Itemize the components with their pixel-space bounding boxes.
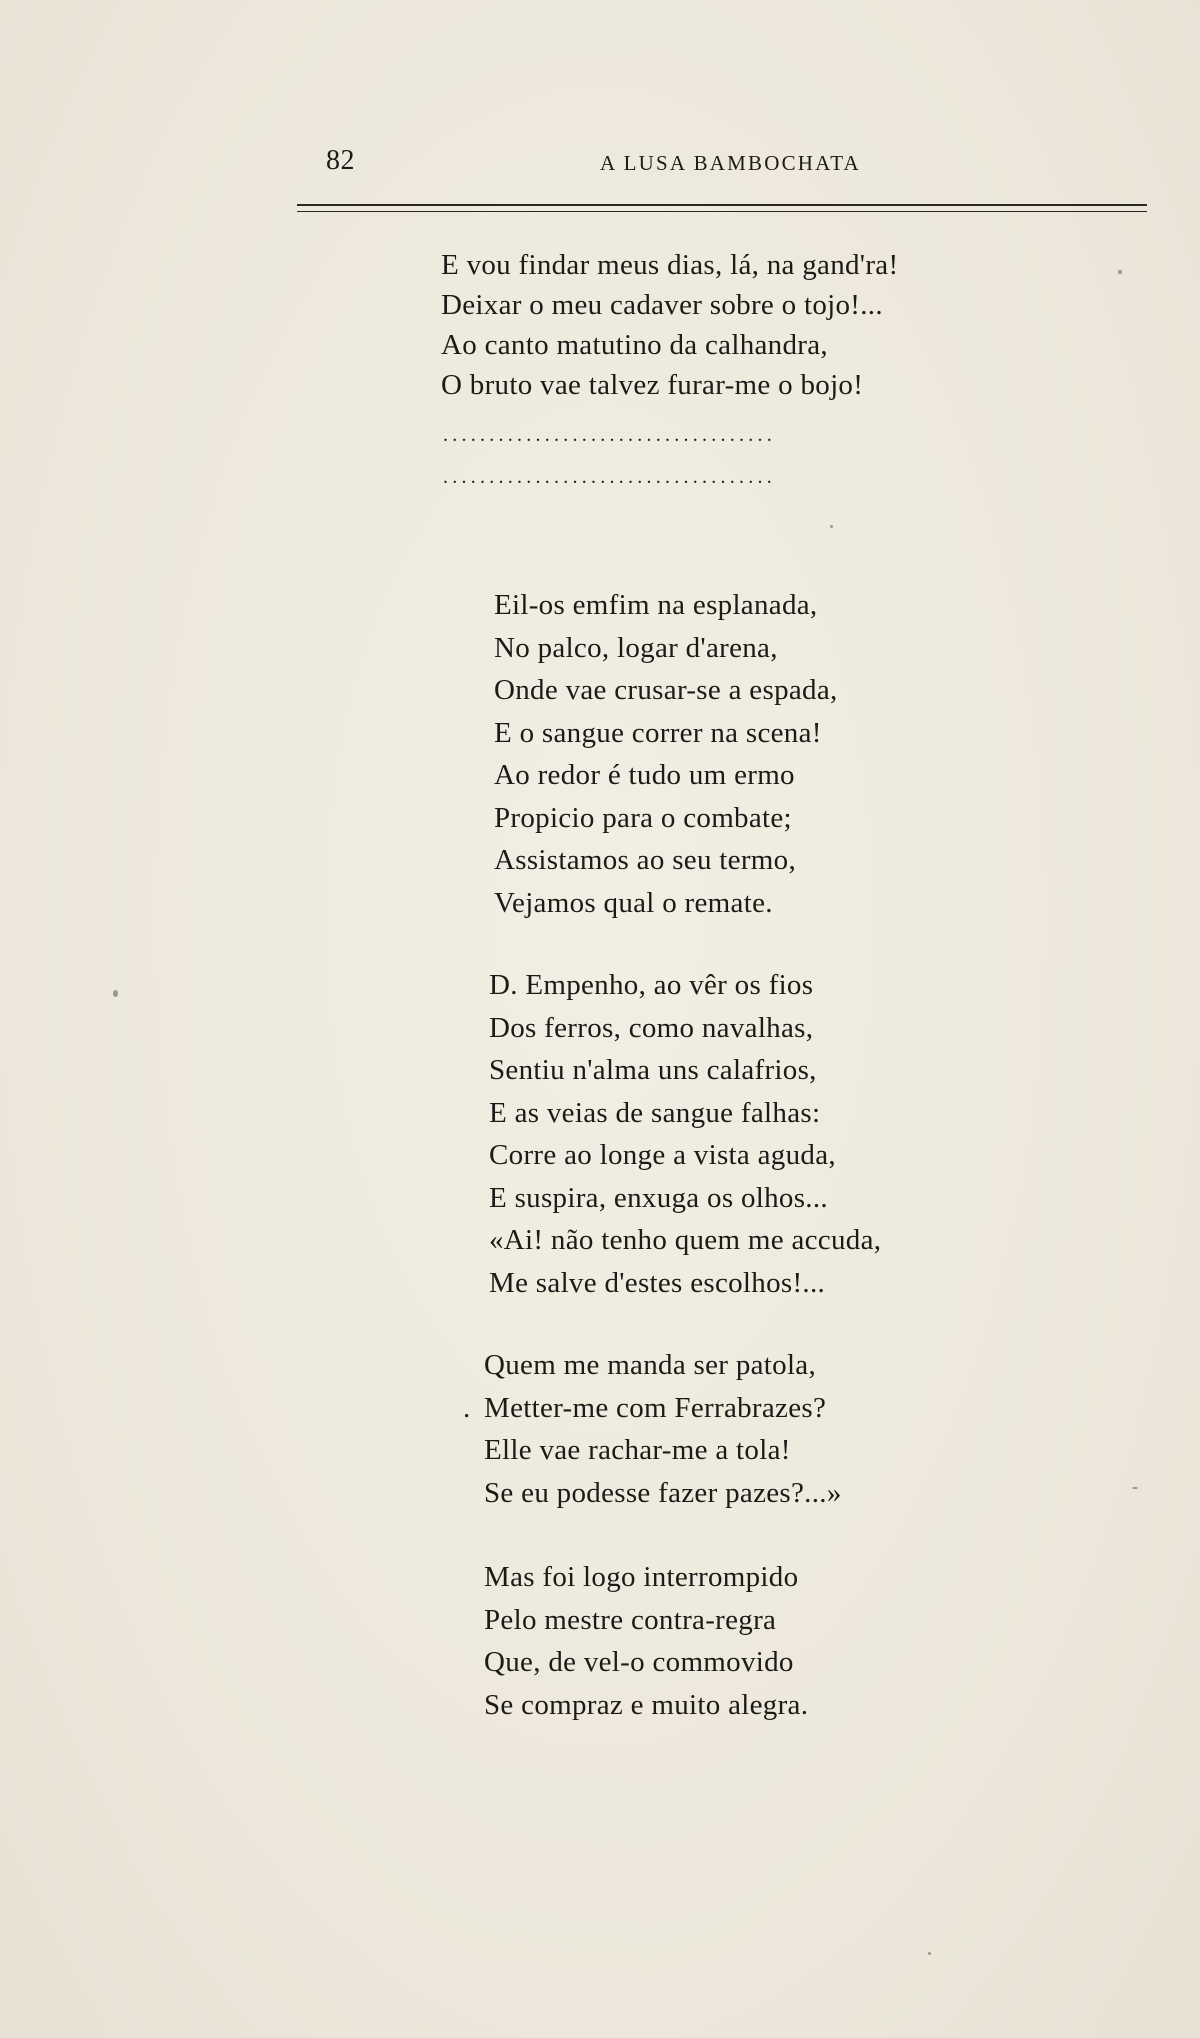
verse-line: Que, de vel-o commovido — [484, 1646, 794, 1678]
verse-line: O bruto vae talvez furar-me o bojo! — [441, 369, 864, 401]
stray-mark: . — [463, 1392, 471, 1424]
verse-line: Se compraz e muito alegra. — [484, 1688, 809, 1721]
stanza-4 — [484, 1344, 842, 1514]
paper-speck — [1118, 270, 1122, 274]
stanza-2 — [494, 584, 838, 924]
verse-line: «Ai! não tenho quem me accuda, — [489, 1224, 882, 1256]
verse-line: Pelo mestre contra-regra — [484, 1603, 777, 1636]
verse-line: Vejamos qual o remate. — [494, 886, 773, 919]
verse-line: Deixar o meu cadaver sobre o tojo!... — [441, 289, 883, 321]
verse-line: Dos ferros, como navalhas, — [489, 1011, 814, 1044]
verse-line: E suspira, enxuga os olhos... — [489, 1181, 828, 1214]
verse-line: No palco, logar d'arena, — [494, 631, 778, 664]
header-rule-top — [297, 204, 1147, 206]
verse-line: E o sangue correr na scena! — [494, 716, 822, 749]
verse-line: Ao redor é tudo um ermo — [494, 759, 795, 791]
header-rule-bottom — [297, 211, 1147, 212]
verse-line: Corre ao longe a vista aguda, — [489, 1139, 836, 1171]
verse-line: E as veias de sangue falhas: — [489, 1096, 821, 1129]
stanza-3 — [489, 964, 881, 1304]
paper-speck — [830, 525, 833, 528]
verse-line: Eil-os emfim na esplanada, — [494, 589, 818, 621]
stanza-1 — [441, 245, 898, 405]
verse-line: Se eu podesse fazer pazes?...» — [484, 1476, 842, 1509]
page-number: 82 — [326, 145, 355, 176]
verse-line: Metter-me com Ferrabrazes? — [484, 1391, 827, 1424]
verse-line: Me salve d'estes escolhos!... — [489, 1266, 826, 1299]
ellipsis-row: .................................... — [443, 466, 776, 488]
verse-line: Elle vae rachar-me a tola! — [484, 1434, 791, 1466]
verse-line: E vou findar meus dias, lá, na gand'ra! — [441, 249, 899, 281]
verse-line: Quem me manda ser patola, — [484, 1349, 817, 1381]
verse-line: Mas foi logo interrompido — [484, 1561, 799, 1593]
verse-line: D. Empenho, ao vêr os fios — [489, 969, 814, 1001]
stanza-5 — [484, 1556, 808, 1726]
verse-line: Propicio para o combate; — [494, 801, 792, 834]
verse-line: Sentiu n'alma uns calafrios, — [489, 1054, 817, 1086]
verse-line: Onde vae crusar-se a espada, — [494, 674, 838, 706]
ellipsis-row: .................................... — [443, 424, 776, 446]
verse-line: Ao canto matutino da calhandra, — [441, 329, 828, 361]
verse-line: Assistamos ao seu termo, — [494, 844, 796, 876]
running-title: A LUSA BAMBOCHATA — [600, 151, 861, 175]
paper-speck — [1132, 1487, 1138, 1489]
paper-speck — [928, 1952, 931, 1955]
paper-speck — [113, 990, 118, 997]
